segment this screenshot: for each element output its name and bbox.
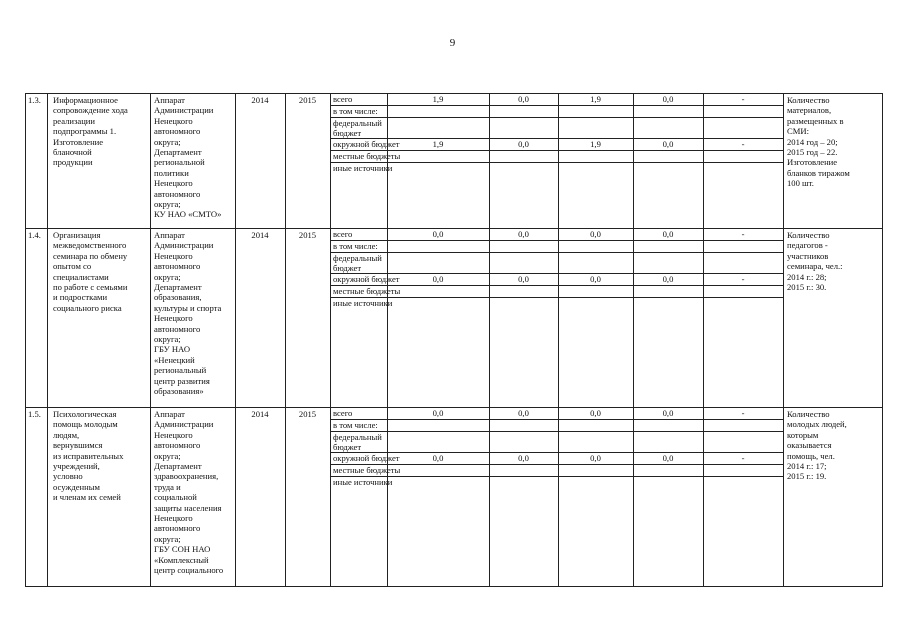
activity-name: Организация межведомственного семинара по обмену опытом со специалистами по работе с семьями и подростками социального риска xyxy=(53,230,128,313)
funding-source: в том числе: xyxy=(333,241,378,251)
row-number: 1.4. xyxy=(28,230,41,240)
total-amount: 0,0 xyxy=(432,408,444,418)
end-year: 2015 xyxy=(298,409,317,419)
column-border xyxy=(882,93,883,586)
column-border xyxy=(489,93,490,586)
okrug-amount: - xyxy=(741,139,745,149)
row-number: 1.3. xyxy=(28,95,41,105)
funding-source: местные бюджеты xyxy=(333,286,401,296)
okrug-amount: 0,0 xyxy=(432,453,444,463)
total-amount: - xyxy=(741,408,745,418)
column-border xyxy=(25,93,26,586)
total-amount: 1,9 xyxy=(590,94,601,104)
funding-source: всего xyxy=(333,408,353,418)
activity-name: Информационное сопровождение хода реализации подпрограммы 1. Изготовление бланочной продукции xyxy=(53,95,128,168)
column-border xyxy=(633,93,634,586)
okrug-amount: 0,0 xyxy=(518,139,529,149)
row-number: 1.5. xyxy=(28,409,41,419)
total-amount: 0,0 xyxy=(432,229,444,239)
funding-source: местные бюджеты xyxy=(333,465,401,475)
okrug-amount: 1,9 xyxy=(590,139,601,149)
funding-source: окружной бюджет xyxy=(333,453,400,463)
okrug-amount: 0,0 xyxy=(662,453,674,463)
okrug-amount: 0,0 xyxy=(432,274,444,284)
column-border xyxy=(783,93,784,586)
funding-source: иные источники xyxy=(333,163,393,173)
expected-result: Количество педагогов - участников семинара, чел.: 2014 г.: 28; 2015 г.: 30. xyxy=(787,230,843,293)
okrug-amount: 0,0 xyxy=(662,274,674,284)
total-amount: 0,0 xyxy=(590,229,601,239)
activity-name: Психологическая помощь молодым людям, вернувшимся из исправительных учреждений, условно осужденным и членам их семей xyxy=(53,409,124,503)
okrug-amount: - xyxy=(741,274,745,284)
column-border xyxy=(330,93,331,586)
okrug-amount: 0,0 xyxy=(518,453,529,463)
funding-source: в том числе: xyxy=(333,420,378,430)
funding-source: федеральный бюджет xyxy=(333,253,382,274)
okrug-amount: 0,0 xyxy=(662,139,674,149)
funding-source: иные источники xyxy=(333,477,393,487)
funding-source: федеральный бюджет xyxy=(333,118,382,139)
total-amount: 1,9 xyxy=(432,94,444,104)
funding-source: в том числе: xyxy=(333,106,378,116)
column-border xyxy=(150,93,151,586)
okrug-amount: 0,0 xyxy=(590,453,601,463)
okrug-amount: 0,0 xyxy=(590,274,601,284)
total-amount: 0,0 xyxy=(590,408,601,418)
column-border xyxy=(47,93,48,586)
total-amount: 0,0 xyxy=(518,229,529,239)
okrug-amount: - xyxy=(741,453,745,463)
column-border xyxy=(285,93,286,586)
total-amount: 0,0 xyxy=(518,94,529,104)
okrug-amount: 1,9 xyxy=(432,139,444,149)
funding-source: окружной бюджет xyxy=(333,274,400,284)
funding-source: федеральный бюджет xyxy=(333,432,382,453)
end-year: 2015 xyxy=(298,230,317,240)
funding-source: иные источники xyxy=(333,298,393,308)
funding-source: всего xyxy=(333,94,353,104)
total-amount: 0,0 xyxy=(518,408,529,418)
end-year: 2015 xyxy=(298,95,317,105)
executor: Аппарат Администрации Ненецкого автономного округа; Департамент региональной политики Ненецкого автономного округа; КУ НАО «СМТО» xyxy=(154,95,222,220)
total-amount: 0,0 xyxy=(662,94,674,104)
start-year: 2014 xyxy=(251,409,269,419)
start-year: 2014 xyxy=(251,95,269,105)
column-border xyxy=(235,93,236,586)
expected-result: Количество материалов, размещенных в СМИ: 2014 год – 20; 2015 год – 22. Изготовление бланков тиражом 100 шт. xyxy=(787,95,850,189)
total-amount: 0,0 xyxy=(662,229,674,239)
total-amount: - xyxy=(741,94,745,104)
total-amount: 0,0 xyxy=(662,408,674,418)
executor: Аппарат Администрации Ненецкого автономного округа; Департамент образования, культуры и спорта Ненецкого автономного округа; ГБУ НАО «Ненецкий региональный центр развития образования» xyxy=(154,230,222,397)
expected-result: Количество молодых людей, которым оказывается помощь, чел. 2014 г.: 17; 2015 г.: 19. xyxy=(787,409,847,482)
funding-source: окружной бюджет xyxy=(333,139,400,149)
okrug-amount: 0,0 xyxy=(518,274,529,284)
executor: Аппарат Администрации Ненецкого автономного округа; Департамент здравоохранения, труда и социальной защиты населения Ненецкого автономного округа; ГБУ СОН НАО «Комплексный центр социального xyxy=(154,409,224,576)
row-border xyxy=(25,586,883,587)
funding-source: всего xyxy=(333,229,353,239)
page-number: 9 xyxy=(449,37,456,49)
column-border xyxy=(703,93,704,586)
funding-source: местные бюджеты xyxy=(333,151,401,161)
column-border xyxy=(558,93,559,586)
total-amount: - xyxy=(741,229,745,239)
start-year: 2014 xyxy=(251,230,269,240)
